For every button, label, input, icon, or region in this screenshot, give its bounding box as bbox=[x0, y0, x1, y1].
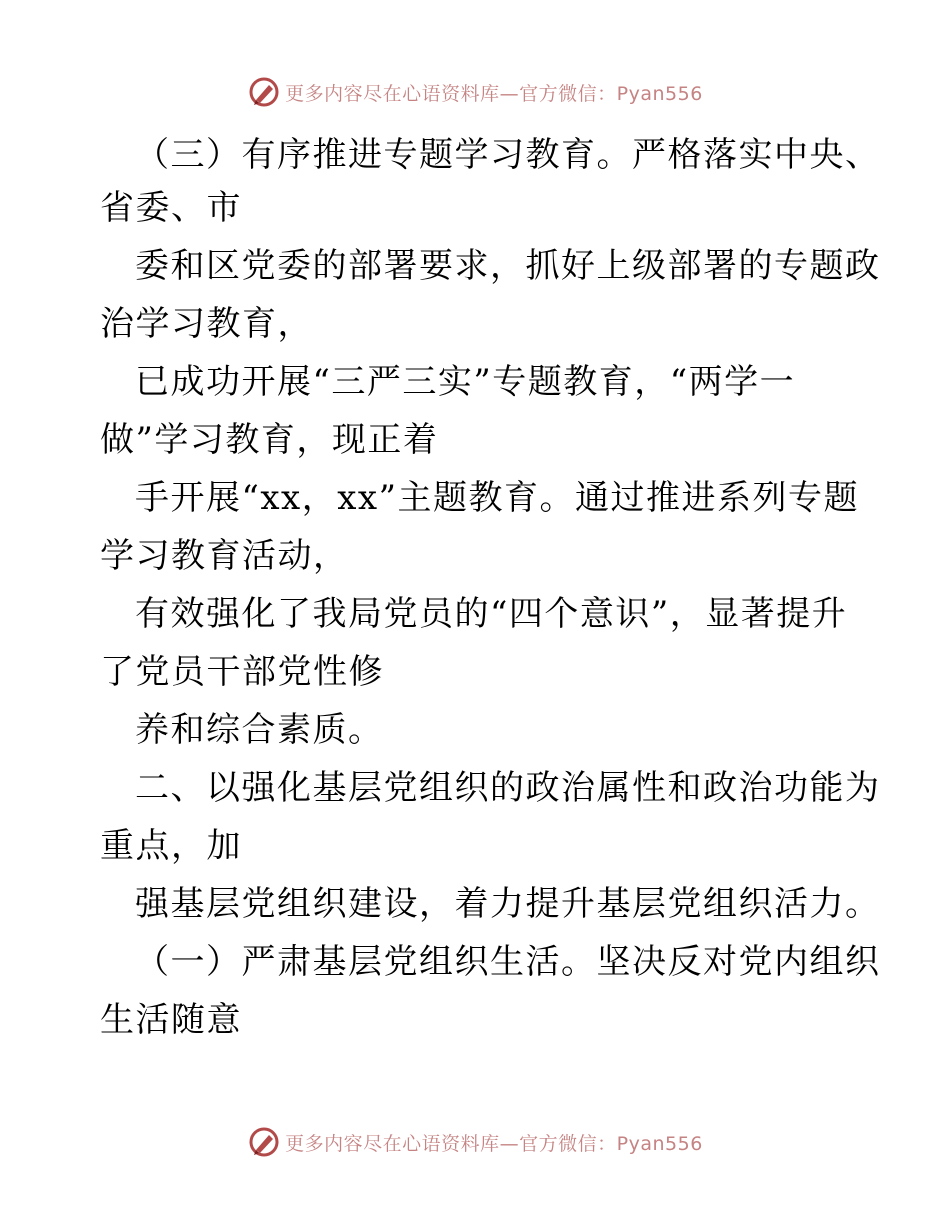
text-line: 手开展“xx，xx”主题教育。通过推进系列专题 bbox=[135, 478, 859, 518]
text-line: 了党员干部党性修 bbox=[100, 652, 384, 692]
text-line: 有效强化了我局党员的“四个意识”，显著提升 bbox=[135, 594, 848, 634]
pen-logo-icon bbox=[247, 75, 281, 109]
text-line: 学习教育活动， bbox=[100, 536, 349, 576]
text-line: 治学习教育， bbox=[100, 304, 313, 344]
header-watermark bbox=[0, 72, 950, 112]
text-line: 养和综合素质。 bbox=[135, 710, 384, 750]
text-line: 强基层党组织建设，着力提升基层党组织活力。 bbox=[135, 884, 881, 924]
text-line: （三）有序推进专题学习教育。严格落实中央、 bbox=[135, 135, 881, 175]
footer-watermark bbox=[0, 1122, 950, 1162]
text-line: 生活随意 bbox=[100, 1000, 242, 1040]
header-watermark-text: 更多内容尽在心语资料库—官方微信：Pyan556 bbox=[285, 82, 703, 105]
text-line: 已成功开展“三严三实”专题教育，“两学一 bbox=[135, 362, 796, 402]
text-line: 做”学习教育，现正着 bbox=[100, 420, 439, 460]
text-line: 重点，加 bbox=[100, 826, 242, 866]
footer-watermark-text: 更多内容尽在心语资料库—官方微信：Pyan556 bbox=[285, 1132, 703, 1155]
text-line: （一）严肃基层党组织生活。坚决反对党内组织 bbox=[135, 942, 881, 982]
pen-logo-icon bbox=[247, 1125, 281, 1159]
text-line: 省委、市 bbox=[100, 188, 242, 228]
text-line: 委和区党委的部署要求，抓好上级部署的专题政 bbox=[135, 246, 881, 286]
text-line: 二、以强化基层党组织的政治属性和政治功能为 bbox=[135, 768, 881, 808]
